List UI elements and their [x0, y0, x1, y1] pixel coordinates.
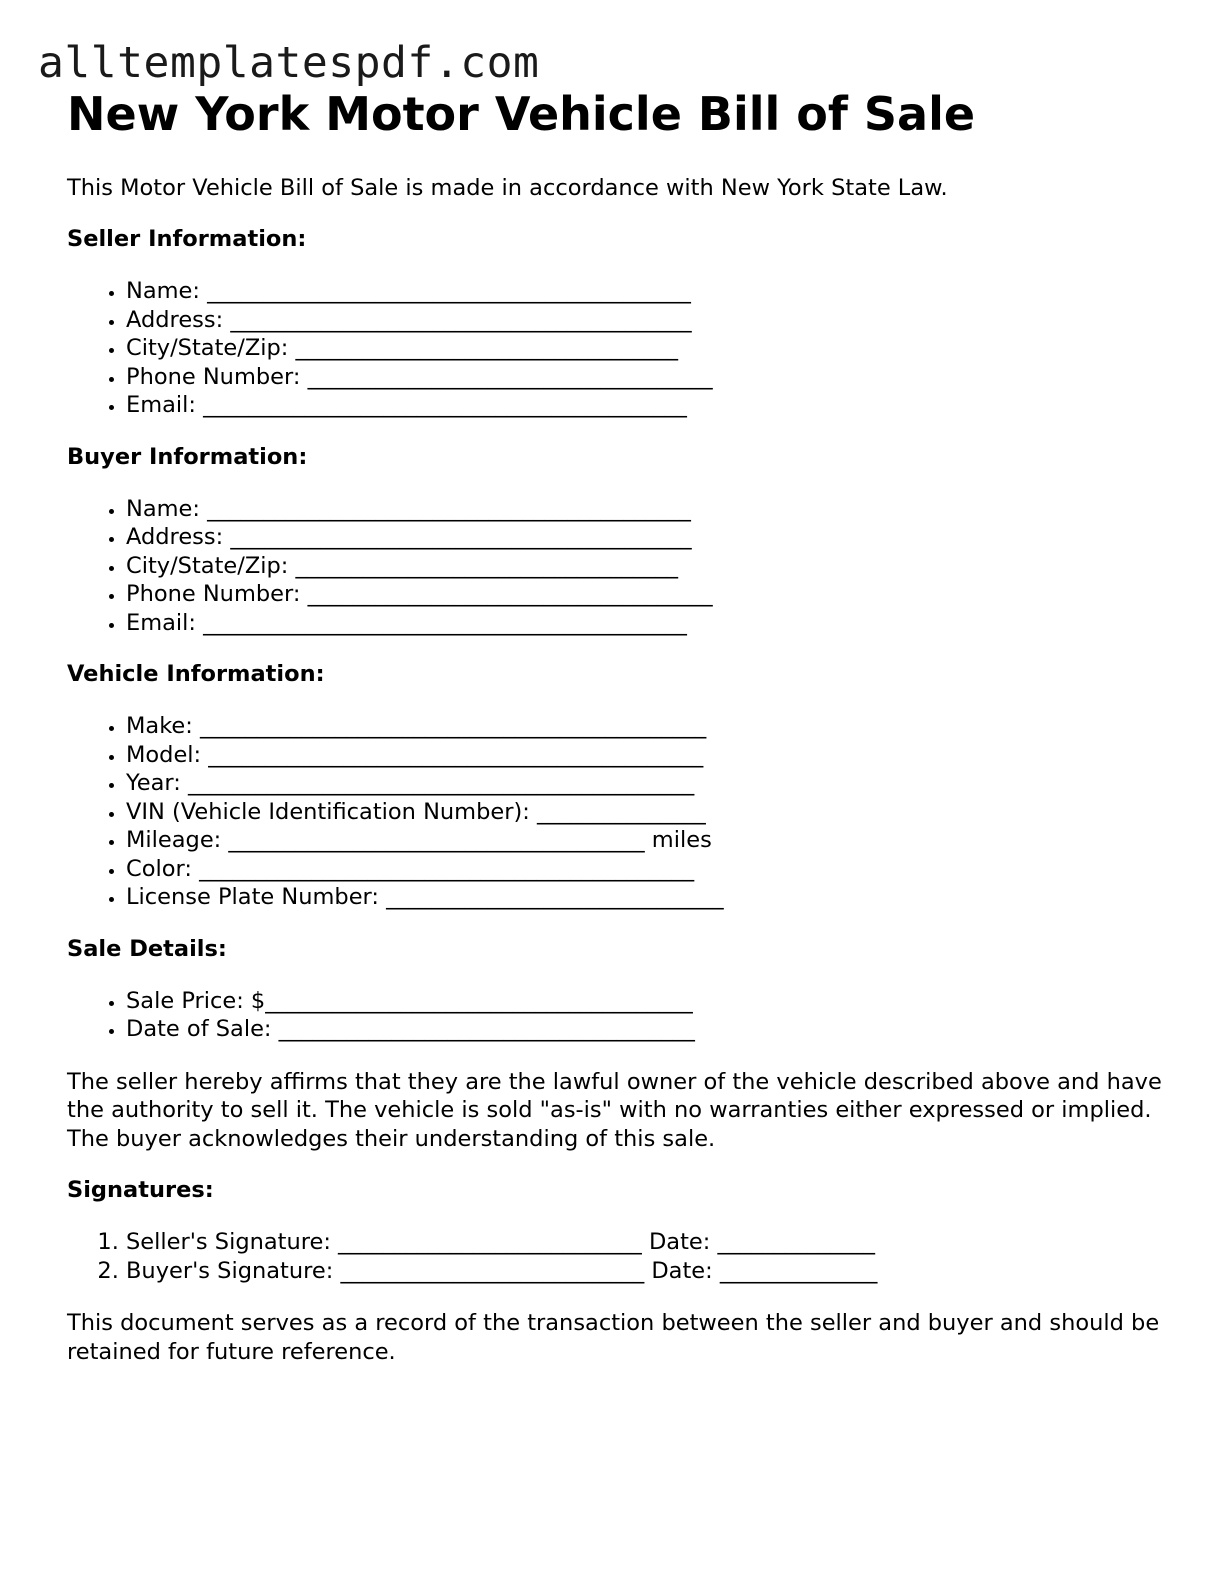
document-body [67, 84, 1167, 1366]
buyer-name-field[interactable]: • Name: ___________________________________________ [126, 495, 1167, 524]
buyer-address-field[interactable]: • Address: _________________________________________ [126, 523, 1167, 552]
vehicle-color-field[interactable]: • Color: ____________________________________________ [126, 855, 1167, 884]
vehicle-model-field[interactable]: • Model: ____________________________________________ [126, 741, 1167, 770]
vehicle-heading: Vehicle Information: [67, 661, 325, 687]
seller-address-field[interactable]: • Address: _________________________________________ [126, 306, 1167, 335]
vehicle-make-field[interactable]: • Make: _____________________________________________ [126, 712, 1167, 741]
buyer-email-field[interactable]: • Email: ___________________________________________ [126, 609, 1167, 638]
watermark-text: alltemplatespdf.com [38, 38, 540, 88]
seller-phone-field[interactable]: • Phone Number: ____________________________________ [126, 363, 1167, 392]
seller-email-field[interactable]: • Email: ___________________________________________ [126, 391, 1167, 420]
vehicle-field-list [67, 712, 1167, 912]
closing-paragraph: This document serves as a record of the transaction between the seller and buyer and should be retained for future reference. [67, 1310, 1160, 1365]
sale-heading: Sale Details: [67, 935, 227, 962]
vehicle-vin-field[interactable]: • VIN (Vehicle Identification Number): _______________ [126, 798, 1167, 827]
intro-text: This Motor Vehicle Bill of Sale is made in accordance with New York State Law. [67, 175, 948, 201]
seller-field-list [67, 277, 1167, 420]
seller-heading: Seller Information: [67, 226, 307, 252]
vehicle-license-plate-field[interactable]: • License Plate Number: ______________________________ [126, 883, 1167, 912]
seller-signature-line[interactable]: 1. Seller's Signature: ___________________________ Date: ______________ [126, 1228, 1167, 1257]
seller-name-field[interactable]: • Name: ___________________________________________ [126, 277, 1167, 306]
buyer-signature-line[interactable]: 2. Buyer's Signature: ___________________________ Date: ______________ [126, 1257, 1167, 1286]
signature-list [67, 1228, 1167, 1285]
buyer-field-list [67, 495, 1167, 638]
affirmation-paragraph: The seller hereby affirms that they are the lawful owner of the vehicle described above and have the authority to sell it. The vehicle is sold "as-is" with no warranties either expressed or implied. The buyer acknowledges their understanding of this sale. [67, 1068, 1162, 1152]
seller-city-state-zip-field[interactable]: • City/State/Zip: __________________________________ [126, 334, 1167, 363]
signatures-heading: Signatures: [67, 1177, 214, 1203]
vehicle-year-field[interactable]: • Year: _____________________________________________ [126, 769, 1167, 798]
page-title: New York Motor Vehicle Bill of Sale [67, 87, 976, 141]
sale-price-field[interactable]: • Sale Price: $______________________________________ [126, 987, 1167, 1016]
buyer-phone-field[interactable]: • Phone Number: ____________________________________ [126, 580, 1167, 609]
buyer-city-state-zip-field[interactable]: • City/State/Zip: __________________________________ [126, 552, 1167, 581]
sale-field-list [67, 987, 1167, 1044]
vehicle-mileage-field[interactable]: • Mileage: _____________________________________ miles [126, 826, 1167, 855]
sale-date-field[interactable]: • Date of Sale: _____________________________________ [126, 1015, 1167, 1044]
buyer-heading: Buyer Information: [67, 443, 308, 470]
